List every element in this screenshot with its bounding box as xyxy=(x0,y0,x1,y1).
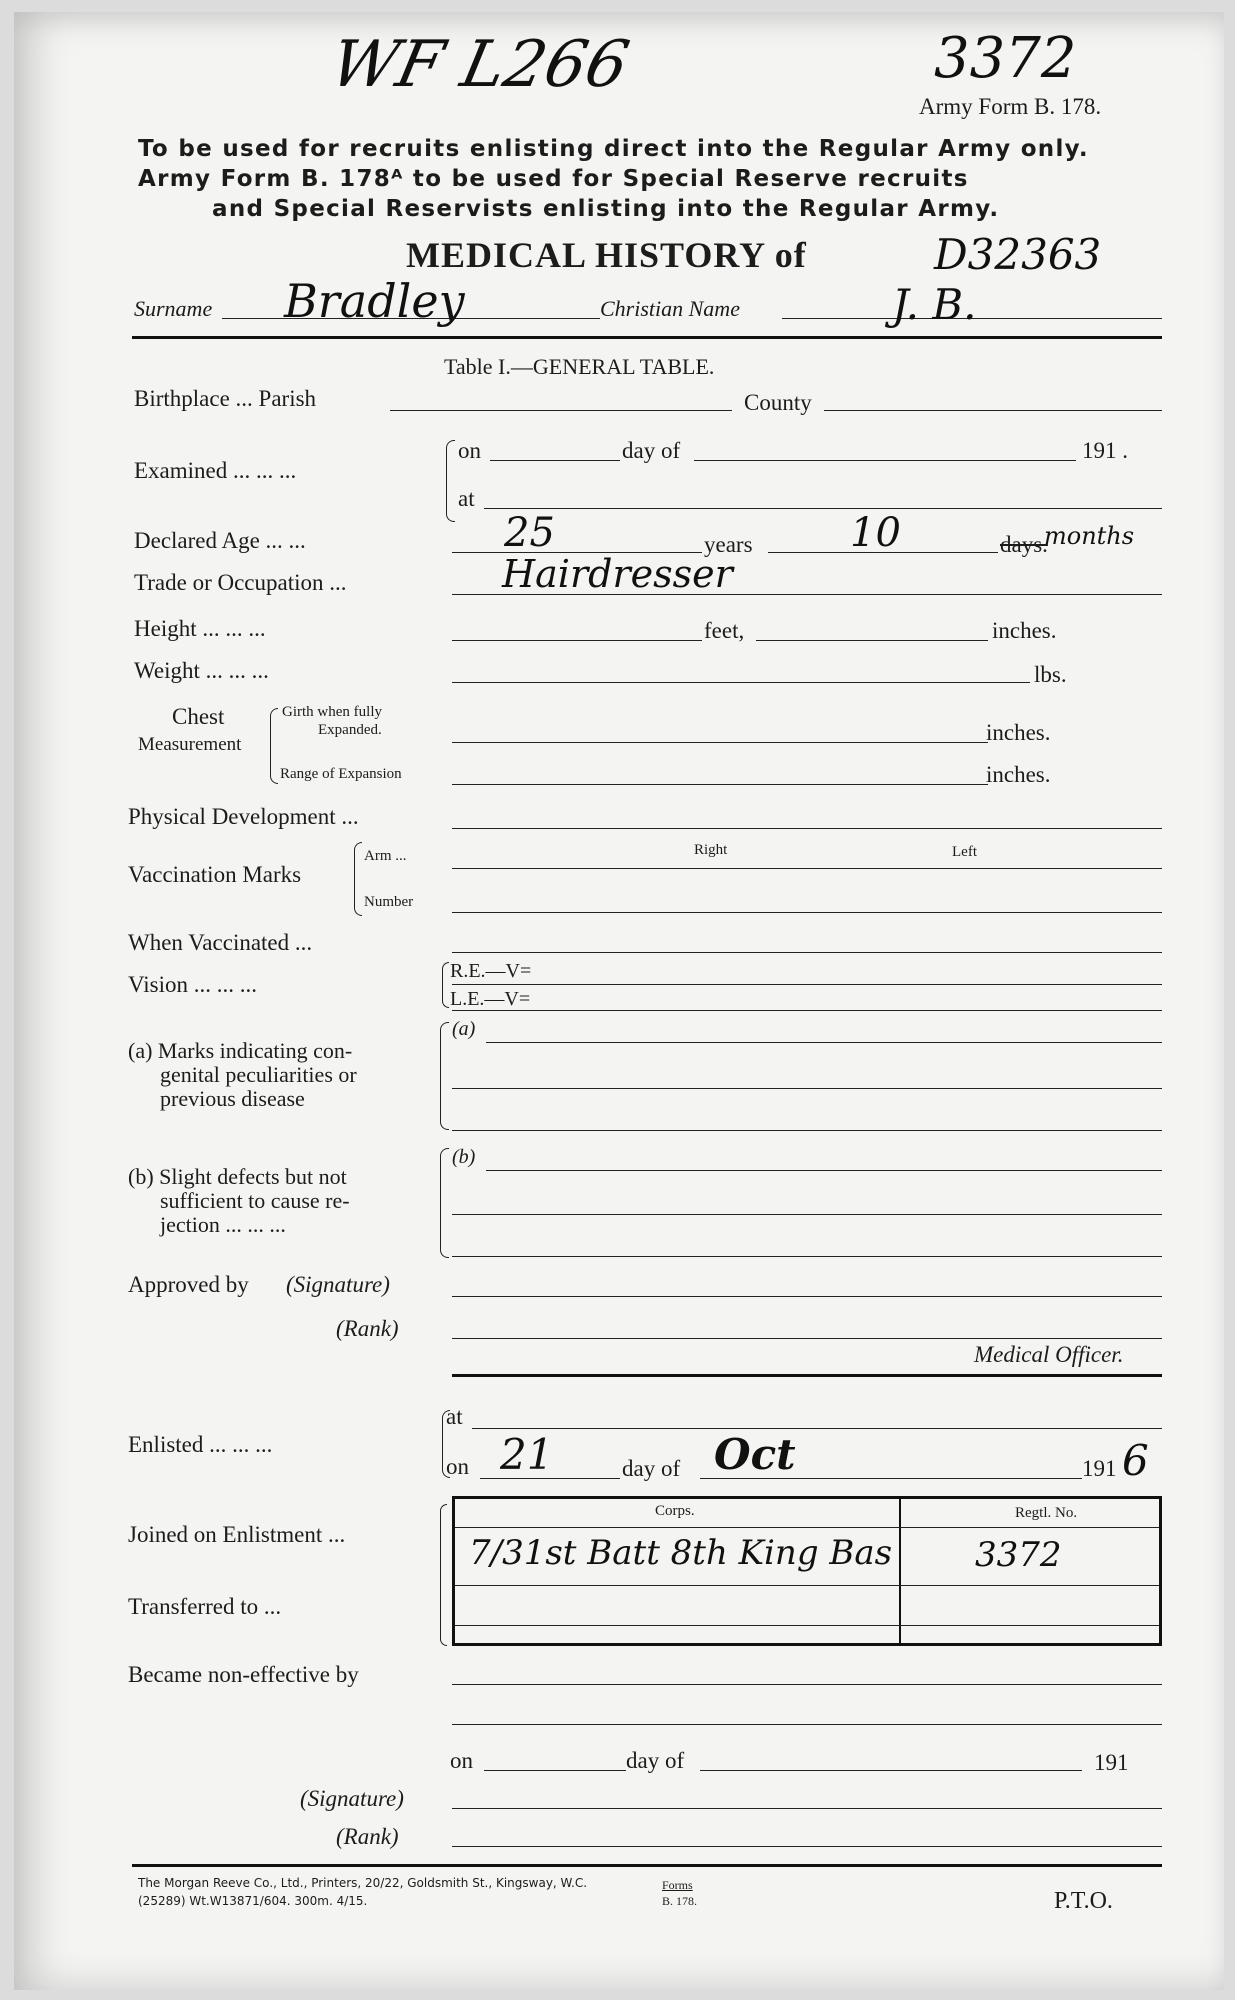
non-effective-day-line xyxy=(484,1770,626,1771)
declared-age-label: Declared Age ... ... xyxy=(134,528,306,553)
corps-header: Corps. xyxy=(655,1503,695,1519)
regtl-no-value: 3372 xyxy=(975,1535,1062,1575)
enlisted-on-label: on xyxy=(446,1454,469,1479)
approved-rank-label: (Rank) xyxy=(336,1316,399,1341)
marks-a-line-3: previous disease xyxy=(160,1086,305,1111)
lbs-label: lbs. xyxy=(1034,662,1067,687)
enlisted-at-line xyxy=(472,1428,1162,1429)
weight-line xyxy=(452,682,1030,683)
regtl-no-header: Regtl. No. xyxy=(1015,1505,1078,1521)
vaccination-label: Vaccination Marks xyxy=(128,862,302,887)
examined-day-of-label: day of xyxy=(622,438,681,463)
examined-month-line xyxy=(694,460,1076,461)
physical-development-label: Physical Development ... xyxy=(128,804,359,829)
range-label: Range of Expansion xyxy=(280,766,402,782)
document-title: MEDICAL HISTORY of xyxy=(406,235,807,275)
handwritten-title-number: D32363 xyxy=(934,230,1102,279)
instruction-line-1: To be used for recruits enlisting direct into the Regular Army only. xyxy=(138,136,1089,162)
marks-a-line-2: genital peculiarities or xyxy=(160,1062,357,1087)
examined-label: Examined ... ... ... xyxy=(134,458,297,483)
printer-line-2: (25289) Wt.W13871/604. 300m. 4/15. xyxy=(138,1894,368,1908)
footer-divider xyxy=(132,1864,1162,1867)
slight-b-line-3: jection ... ... ... xyxy=(160,1212,286,1237)
joined-label: Joined on Enlistment ... xyxy=(128,1522,346,1547)
non-effective-signature-label: (Signature) xyxy=(300,1786,404,1811)
months-handwritten: months xyxy=(1044,522,1135,550)
height-label: Height ... ... ... xyxy=(134,616,266,641)
feet-label: feet, xyxy=(704,618,745,643)
non-effective-on-label: on xyxy=(450,1748,473,1773)
arm-label: Arm ... xyxy=(364,848,407,864)
slight-b-brace xyxy=(440,1148,449,1258)
approved-signature-line xyxy=(452,1296,1162,1297)
non-effective-line-1 xyxy=(452,1684,1162,1685)
table-title: Table I.—GENERAL TABLE. xyxy=(444,354,715,379)
enlisted-month-value: Oct xyxy=(714,1430,796,1479)
weight-label: Weight ... ... ... xyxy=(134,658,269,683)
name-divider xyxy=(132,336,1162,339)
expanded-label: Expanded. xyxy=(318,722,382,738)
enlisted-day-value: 21 xyxy=(500,1430,554,1479)
right-label: Right xyxy=(694,842,728,858)
enlisted-at-label: at xyxy=(446,1404,463,1429)
left-eye-label: L.E.—V= xyxy=(450,988,531,1010)
became-non-effective-label: Became non-effective by xyxy=(128,1662,359,1687)
corps-table-row-line xyxy=(455,1585,1159,1586)
days-label: days. xyxy=(1000,532,1048,557)
examined-at-line xyxy=(484,508,1162,509)
corps-table-header-line xyxy=(455,1527,1159,1528)
slight-b-line-2: sufficient to cause re- xyxy=(160,1188,350,1213)
slight-b-line-1: (b) Slight defects but not xyxy=(128,1164,347,1189)
non-effective-rank-line xyxy=(452,1846,1162,1847)
forms-label: Forms xyxy=(662,1878,693,1892)
surname-label: Surname xyxy=(134,296,213,321)
non-effective-line-2 xyxy=(452,1724,1162,1725)
age-months-value: 10 xyxy=(850,510,901,556)
christian-name-label: Christian Name xyxy=(600,296,740,321)
birthplace-label: Birthplace ... Parish xyxy=(134,386,317,411)
handwritten-regimental-number: 3372 xyxy=(934,26,1077,91)
marks-a-line-a3 xyxy=(452,1130,1162,1131)
corps-value: 7/31st Batt 8th King Bas xyxy=(469,1533,893,1573)
when-vaccinated-line xyxy=(452,952,1162,953)
slight-b-line-b2 xyxy=(452,1214,1162,1215)
height-feet-line xyxy=(452,640,702,641)
parish-line xyxy=(390,410,732,411)
instruction-line-2: Army Form B. 178ᴬ to be used for Special Reserve recruits xyxy=(138,166,969,192)
height-inches-line xyxy=(756,640,988,641)
marks-a-brace xyxy=(440,1022,449,1130)
enlisted-label: Enlisted ... ... ... xyxy=(128,1432,273,1457)
girth-inches-label: inches. xyxy=(986,720,1051,745)
forms-number: B. 178. xyxy=(662,1894,698,1908)
chest-brace xyxy=(270,708,278,784)
enlisted-day-of-label: day of xyxy=(622,1456,681,1481)
examined-on-label: on xyxy=(458,438,481,463)
marks-a-line-1: (a) Marks indicating con- xyxy=(128,1038,353,1063)
examined-year: 191 . xyxy=(1082,438,1128,463)
range-inches-label: inches. xyxy=(986,762,1051,787)
county-line xyxy=(824,410,1162,411)
examined-at-label: at xyxy=(458,486,475,511)
christian-name-value: J. B. xyxy=(892,280,977,329)
range-line xyxy=(452,784,988,785)
pto-label: P.T.O. xyxy=(1054,1888,1113,1914)
vision-label: Vision ... ... ... xyxy=(128,972,257,997)
approved-signature-label: (Signature) xyxy=(286,1272,390,1297)
vaccination-arm-line xyxy=(452,868,1162,869)
transferred-label: Transferred to ... xyxy=(128,1594,282,1619)
printer-line-1: The Morgan Reeve Co., Ltd., Printers, 20/22, Goldsmith St., Kingsway, W.C. xyxy=(138,1876,588,1890)
instruction-line-3: and Special Reservists enlisting into the Regular Army. xyxy=(212,196,1000,222)
vaccination-brace xyxy=(354,842,362,916)
non-effective-day-of-label: day of xyxy=(626,1748,685,1773)
non-effective-rank-label: (Rank) xyxy=(336,1824,399,1849)
corps-table-divider xyxy=(899,1499,901,1643)
marks-a-marker: (a) xyxy=(452,1018,476,1040)
age-years-value: 25 xyxy=(504,510,555,556)
height-inches-label: inches. xyxy=(992,618,1057,643)
trade-value: Hairdresser xyxy=(502,552,733,596)
right-eye-label: R.E.—V= xyxy=(450,960,532,982)
county-label: County xyxy=(744,390,812,415)
corps-table xyxy=(452,1496,1162,1646)
number-label: Number xyxy=(364,894,414,910)
corps-table-row-line-2 xyxy=(455,1625,1159,1626)
medical-officer-label: Medical Officer. xyxy=(974,1342,1124,1367)
girth-label: Girth when fully xyxy=(282,704,382,720)
girth-line xyxy=(452,742,988,743)
enlisted-year-value: 6 xyxy=(1122,1436,1149,1485)
trade-label: Trade or Occupation ... xyxy=(134,570,347,595)
form-page xyxy=(14,12,1224,1990)
left-label: Left xyxy=(952,844,977,860)
chest-label: Chest xyxy=(172,704,225,729)
enlistment-brace xyxy=(440,1504,447,1646)
non-effective-signature-line xyxy=(452,1808,1162,1809)
handwritten-reference: WF L266 xyxy=(324,28,636,102)
vaccination-number-line xyxy=(452,912,1162,913)
army-form-label: Army Form B. 178. xyxy=(919,94,1102,119)
slight-b-marker: (b) xyxy=(452,1146,476,1168)
non-effective-year: 191 xyxy=(1094,1750,1129,1775)
approved-by-label: Approved by xyxy=(128,1272,249,1297)
years-label: years xyxy=(704,532,753,557)
examined-brace xyxy=(446,440,455,522)
enlisted-year-prefix: 191 xyxy=(1082,1456,1117,1481)
section-divider xyxy=(452,1374,1162,1377)
when-vaccinated-label: When Vaccinated ... xyxy=(128,930,313,955)
surname-value: Bradley xyxy=(284,274,465,328)
physical-development-line xyxy=(452,828,1162,829)
marks-a-line-a2 xyxy=(452,1088,1162,1089)
right-eye-line xyxy=(452,984,1162,985)
measurement-label: Measurement xyxy=(138,734,242,755)
slight-b-line-b1 xyxy=(486,1170,1162,1171)
slight-b-line-b3 xyxy=(452,1256,1162,1257)
marks-a-line-a1 xyxy=(486,1042,1162,1043)
examined-day-line xyxy=(490,460,620,461)
approved-rank-line xyxy=(452,1338,1162,1339)
vision-brace xyxy=(442,962,449,1008)
non-effective-month-line xyxy=(700,1770,1082,1771)
left-eye-line xyxy=(452,1010,1162,1011)
